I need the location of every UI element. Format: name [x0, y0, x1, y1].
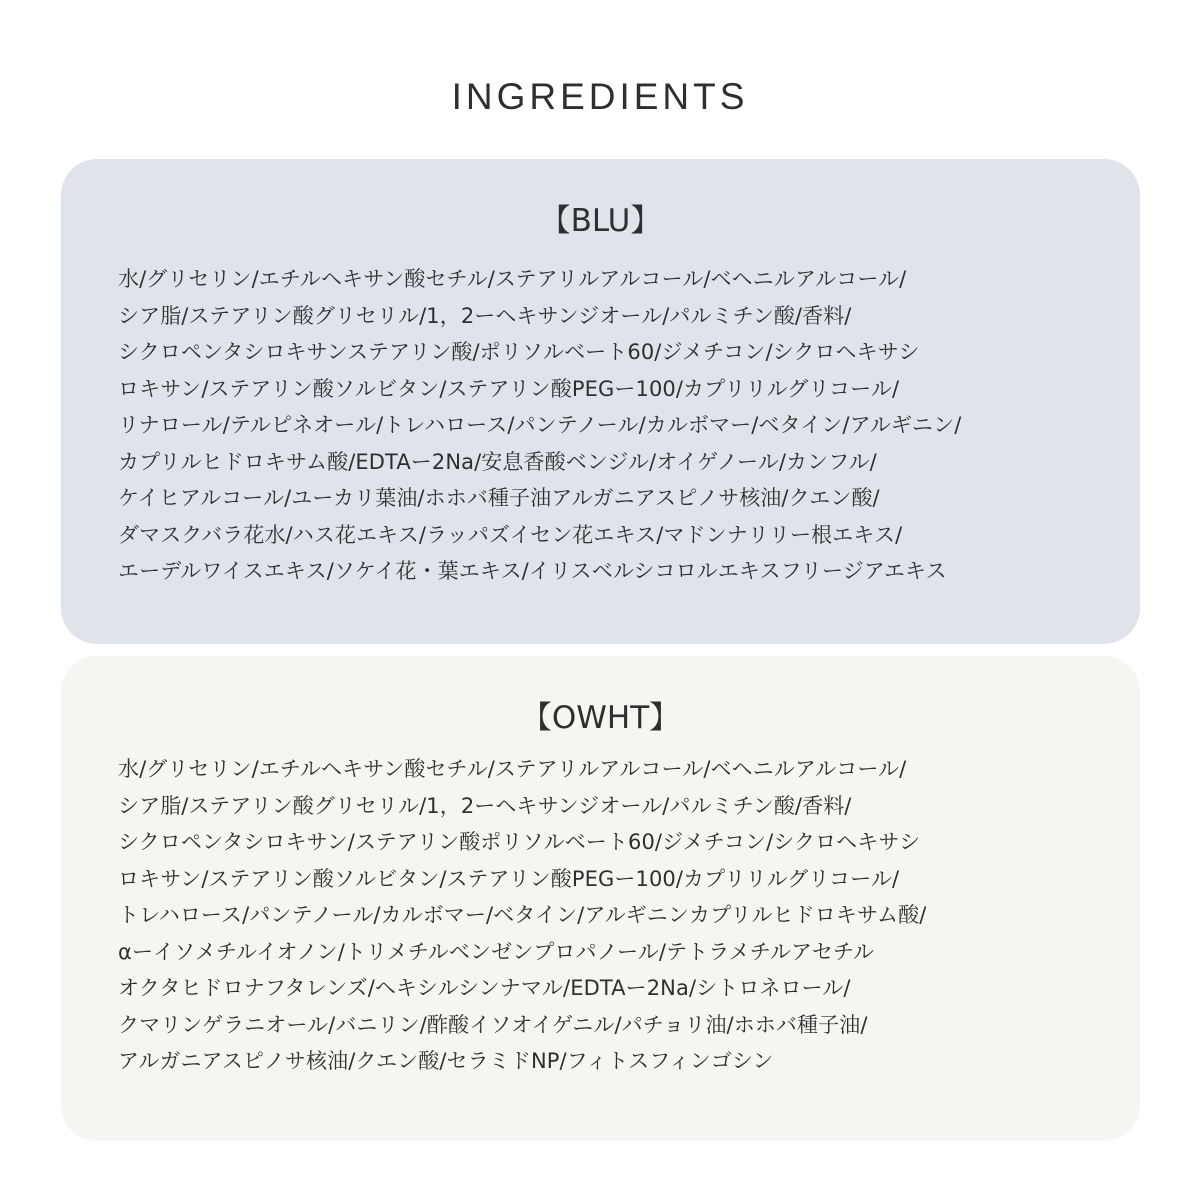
- ingredient-line: シクロペンタシロキサンステアリン酸/ポリソルベート60/ジメチコン/シクロヘキサシ: [118, 340, 920, 364]
- ingredients-card-owht: [61, 656, 1140, 1141]
- card-title-owht: 【OWHT】: [520, 700, 681, 736]
- ingredient-line: シクロペンタシロキサン/ステアリン酸ポリソルベート60/ジメチコン/シクロヘキサシ: [118, 830, 921, 854]
- ingredient-line: ケイヒアルコール/ユーカリ葉油/ホホバ種子油アルガニアスピノサ核油/クエン酸/: [118, 486, 880, 510]
- ingredient-line: シア脂/ステアリン酸グリセリル/1，2ーヘキサンジオール/パルミチン酸/香料/: [118, 793, 852, 818]
- card-title-blu: 【BLU】: [539, 203, 662, 239]
- ingredient-line: エーデルワイスエキス/ソケイ花・葉エキス/イリスベルシコロルエキスフリージアエキス: [118, 559, 947, 583]
- ingredients-card-blu: [61, 159, 1140, 644]
- ingredient-line: クマリンゲラニオール/バニリン/酢酸イソオイゲニル/パチョリ油/ホホバ種子油/: [118, 1012, 868, 1037]
- ingredient-line: トレハロース/パンテノール/カルボマー/ベタイン/アルギニンカプリルヒドロキサム酸/: [118, 903, 927, 927]
- ingredient-line: 水/グリセリン/エチルヘキサン酸セチル/ステアリルアルコール/ベヘニルアルコール/: [118, 267, 907, 291]
- ingredient-line: オクタヒドロナフタレンズ/ヘキシルシンナマル/EDTAー2Na/シトロネロール/: [118, 976, 851, 1000]
- page-title: INGREDIENTS: [451, 75, 749, 117]
- ingredient-line: シア脂/ステアリン酸グリセリル/1，2ーヘキサンジオール/パルミチン酸/香料/: [118, 303, 852, 328]
- ingredient-line: 水/グリセリン/エチルヘキサン酸セチル/ステアリルアルコール/ベヘニルアルコール/: [118, 757, 907, 781]
- ingredient-line: ダマスクバラ花水/ハス花エキス/ラッパズイセン花エキス/マドンナリリー根エキス/: [118, 522, 903, 547]
- ingredient-list-owht: [118, 751, 1128, 1080]
- ingredient-line: αーイソメチルイオノン/トリメチルベンゼンプロパノール/テトラメチルアセチル: [118, 939, 875, 964]
- ingredient-line: ロキサン/ステアリン酸ソルビタン/ステアリン酸PEGー100/カプリリルグリコール/: [118, 866, 900, 891]
- ingredient-line: リナロール/テルピネオール/トレハロース/パンテノール/カルボマー/ベタイン/アルギニン/: [118, 413, 962, 437]
- ingredient-line: カプリルヒドロキサム酸/EDTAー2Na/安息香酸ベンジル/オイゲノール/カンフル/: [118, 449, 877, 474]
- ingredient-list-blu: [118, 261, 1128, 590]
- ingredient-line: ロキサン/ステアリン酸ソルビタン/ステアリン酸PEGー100/カプリリルグリコール/: [118, 376, 900, 401]
- ingredient-line: アルガニアスピノサ核油/クエン酸/セラミドNP/フィトスフィンゴシン: [118, 1049, 774, 1073]
